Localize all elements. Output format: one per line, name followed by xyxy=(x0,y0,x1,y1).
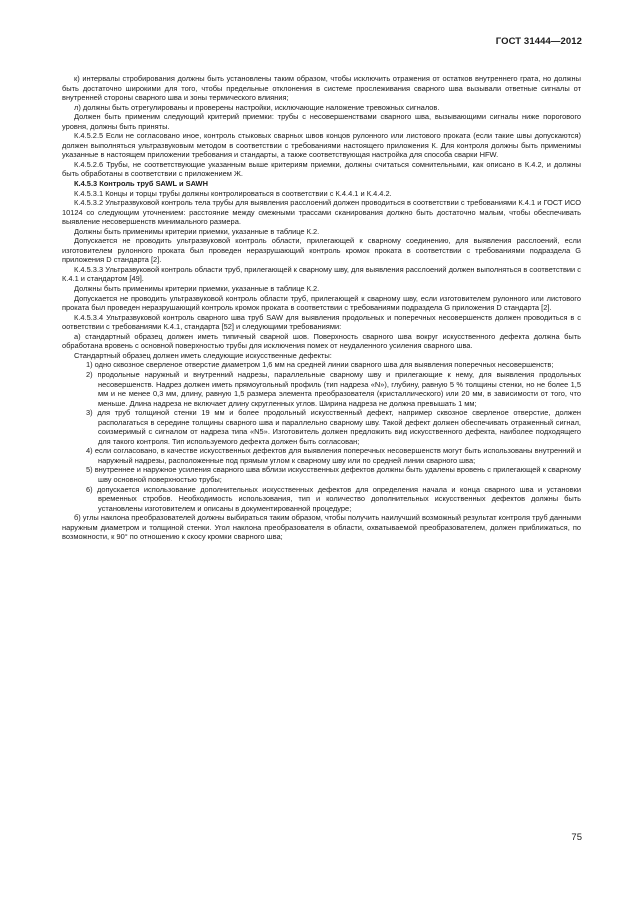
paragraph: К.4.5.2.5 Если не согласовано иное, контроль стыковых сварных швов концов рулонного или листового проката (если такие швы допускаются) должен выполняться ультразвуковым методом в соответствии с требованиями настоящего приложения К. Для контроля должны быть применимы указанные в настоящем приложении требования и стандарты, а также соответствующая настройка для способа сварки HFW. xyxy=(62,131,581,160)
sub-list-item: 4) если согласовано, в качестве искусственных дефектов для выявления поперечных несовершенств могут быть использованы внутренний и наружный надрезы, расположенные под прямым углом к сварному шву или по средней линии сварного шва; xyxy=(86,446,581,465)
document-header: ГОСТ 31444—2012 xyxy=(495,36,582,47)
paragraph: Допускается не проводить ультразвуковой контроль области, прилегающей к сварному соединению, для выявления расслоений, если изготовителем рулонного проката был проведен неразрушающий контроль кромок проката в соответствии с требованиями подраздела G приложения D стандарта [2]. xyxy=(62,236,581,265)
sub-list-item: 3) для труб толщиной стенки 19 мм и более продольный искусственный дефект, например сквозное сверленое отверстие, должен располагаться в середине толщины сварного шва и параллельно сварному шву. Такой дефект должен обеспечивать отраженный сигнал, соизмеримый с сигналом от надреза типа «N5». Изготовитель должен предложить вид искусственного дефекта, наиболее подходящего для такого контроля. Тип используемого дефекта должен быть согласован; xyxy=(86,408,581,446)
paragraph: К.4.5.3.3 Ультразвуковой контроль области труб, прилегающей к сварному шву, для выявления расслоений должен выполняться в соответствии с К.4.1 и стандартом [49]. xyxy=(62,264,581,284)
sub-list-item: 6) допускается использование дополнительных искусственных дефектов для определения начала и конца сварного шва и установки временных стробов. Необходимость использования, тип и количество дополнительных искусственных дефектов должны быть установлены изготовителем и описаны в документированной процедуре; xyxy=(86,484,581,513)
paragraph: л) должны быть отрегулированы и проверены настройки, исключающие наложение тревожных сигналов. xyxy=(74,102,440,112)
paragraph: Должен быть применим следующий критерий приемки: трубы с несовершенствами сварного шва, вызывающими сигналы ниже порогового уровня, должны быть приняты. xyxy=(62,112,581,131)
paragraph: Должны быть применимы критерии приемки, указанные в таблице К.2. xyxy=(74,226,320,236)
list-item: б) углы наклона преобразователей должны выбираться таким образом, чтобы получить наилучший возможный результат контроля труб данными наружным диаметром и толщиной стенки. Угол наклона преобразователя в области, охватываемой преобразователем, должен приближаться, по возможности, к 90° по отношению к скосу кромки сварного шва; xyxy=(62,513,581,542)
paragraph: Должны быть применимы критерии приемки, указанные в таблице К.2. xyxy=(74,284,320,294)
paragraph: К.4.5.3.2 Ультразвуковой контроль тела трубы для выявления расслоений должен проводиться в соответствии с требованиями К.4.1 и ГОСТ ИСО 10124 со следующим уточнением: расстояние между смежными трассами сканирования должно быть достаточно малым, чтобы обеспечивать выявление несовершенств минимального размера. xyxy=(62,198,581,227)
paragraph: Стандартный образец должен иметь следующие искусственные дефекты: xyxy=(74,350,332,360)
list-item: а) стандартный образец должен иметь типичный сварной шов. Поверхность сварного шва вокруг искусственного дефекта должна быть обработана вровень с основной поверхностью трубы для исключения помех от неудаленного усиления сварного шва. xyxy=(62,331,581,351)
paragraph: к) интервалы стробирования должны быть установлены таким образом, чтобы исключить отражения от остатков внутреннего грата, но должны быть достаточно широкими для того, чтобы предельные отклонения в системе прослеживания сварного шва вызывали ответные сигналы от внутренней стороны сварного шва и зоны термического влияния; xyxy=(62,74,581,103)
page-number: 75 xyxy=(571,832,582,843)
sub-list-item: 2) продольные наружный и внутренний надрезы, параллельные сварному шву и прилегающие к нему, для выявления продольных несовершенств. Надрез должен иметь прямоугольный профиль (тип надреза «N»), глубину, равную 5 % толщины стенки, но не более 1,5 мм и не менее 0,3 мм, длину, равную 1,5 размера элемента преобразователя (кристаллического) или 20 мм, в зависимости от того, что меньше. Длина надреза не включает длину скругленных углов. Ширина надреза не должна превышать 1 мм; xyxy=(86,369,581,408)
sub-list-item: 5) внутреннее и наружное усиления сварного шва вблизи искусственных дефектов должны быть удалены вровень с прилегающей к сварному шву основной поверхностью трубы; xyxy=(86,465,581,484)
paragraph: К.4.5.3.4 Ультразвуковой контроль сварного шва труб SAW для выявления продольных и поперечных несовершенств должен проводиться в с оответствии с требованиями К.4.1, стандарта [52] и следующими требованиями: xyxy=(62,312,581,332)
page-body xyxy=(62,74,581,542)
paragraph: К.4.5.3.1 Концы и торцы трубы должны контролироваться в соответствии с К.4.4.1 и К.4.4.2. xyxy=(74,188,392,198)
sub-list-item: 1) одно сквозное сверленое отверстие диаметром 1,6 мм на средней линии сварного шва для выявления поперечных несовершенств; xyxy=(86,360,554,370)
paragraph: К.4.5.2.6 Трубы, не соответствующие указанным выше критериям приемки, должны считаться сомнительными, как описано в К.4.2, и должны быть обработаны в соответствии с приложением Ж. xyxy=(62,159,581,179)
paragraph: Допускается не проводить ультразвуковой контроль области труб, прилегающей к сварному шву, если изготовителем рулонного или листового проката был проведен неразрушающий контроль кромок проката в соответствии с требованиями подраздела G приложения D стандарта [2]. xyxy=(62,293,581,313)
section-heading: К.4.5.3 Контроль труб SAWL и SAWH xyxy=(74,179,208,189)
